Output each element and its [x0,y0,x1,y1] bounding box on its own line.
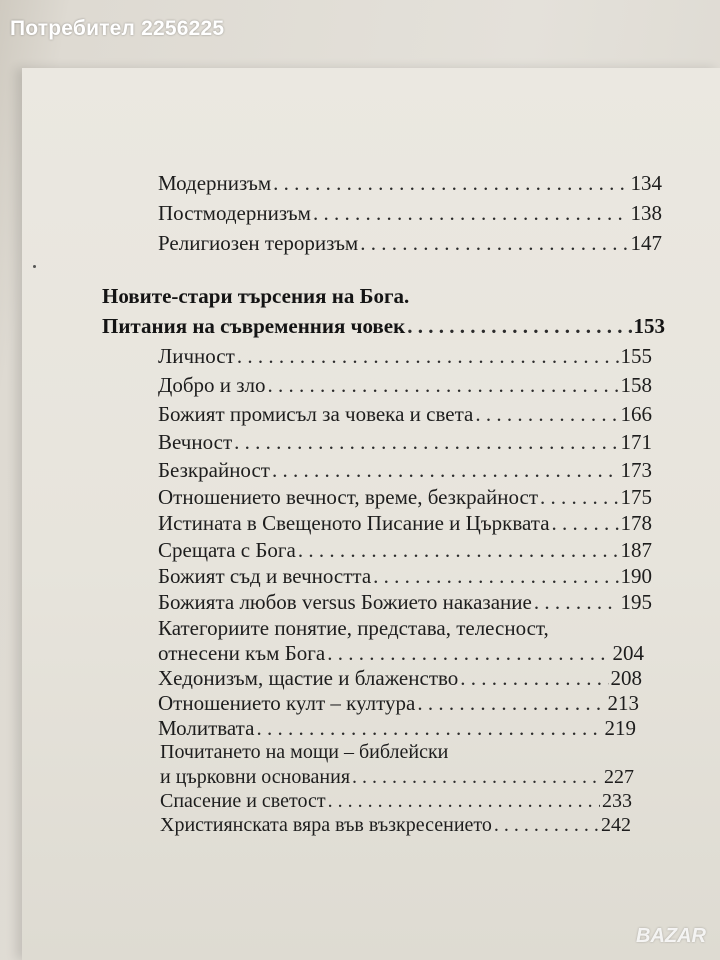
dot-leader [460,668,608,689]
toc-entry [158,460,652,481]
toc-entry-title: Божият промисъл за човека и света [158,402,474,426]
toc-entry-title: Божият съд и вечността [158,564,372,588]
toc-entry-title: Отношението култ – култура [158,691,416,715]
toc-entry-page: 166 [620,402,652,426]
toc-entry-page: 213 [607,691,639,715]
dot-leader [272,460,619,481]
section-heading: Новите-стари търсения на Бога. [102,284,410,308]
toc-entry-page: 190 [620,564,652,588]
toc-entry-page: 138 [630,201,662,225]
toc-entry-page: 175 [620,485,652,509]
dot-leader [373,566,618,587]
toc-entry [158,432,652,453]
toc-entry-page: 173 [620,458,652,482]
toc-entry [158,203,662,224]
toc-entry-title: Модернизъм [158,171,272,195]
toc-entry-title: Вечност [158,430,233,454]
toc-entry-page: 204 [612,641,644,665]
toc-entry-page: 227 [604,766,634,788]
toc-entry-title: Божията любов versus Божието наказание [158,590,532,614]
dot-leader [360,233,628,254]
toc-entry-page: 147 [630,231,662,255]
toc-entry-title-line1: Почитането на мощи – библейски [160,741,449,763]
dot-leader [237,346,619,367]
toc-entry [158,513,652,534]
dot-leader [475,404,618,425]
toc-entry [160,791,632,811]
toc-entry-page: 233 [602,790,632,812]
toc-entry [160,767,634,787]
toc-entry [158,346,652,367]
toc-entry [160,815,631,835]
toc-entry-title: Добро и зло [158,373,266,397]
dot-leader [313,203,629,224]
toc-entry-title: Постмодернизъм [158,201,311,225]
dot-leader [327,643,610,664]
section-heading-page: 153 [633,314,665,338]
toc-entry-title: отнесени към Бога [158,641,326,665]
toc-entry [158,592,652,613]
toc-entry-title: Истината в Свещеното Писание и Църквата [158,511,550,535]
toc-entry-title: Безкрайност [158,458,270,482]
toc-entry-title: Спасение и светост [160,790,326,812]
toc-entry [158,643,644,664]
toc-entry-page: 219 [604,716,636,740]
paper-speck [33,265,36,268]
toc-entry-page: 242 [601,814,631,836]
dot-leader [540,487,619,508]
toc-entry [158,404,652,425]
toc-entry [158,173,662,194]
toc-entry [158,718,636,739]
watermark-logo: BAZAR [636,925,706,947]
toc-entry [158,693,639,714]
toc-entry-title: Личност [158,344,235,368]
dot-leader [268,375,619,396]
toc-entry-page: 155 [620,344,652,368]
toc-entry-page: 158 [620,373,652,397]
dot-leader [328,791,600,811]
toc-entry [158,233,662,254]
dot-leader [552,513,619,534]
toc-entry-title: Срещата с Бога [158,538,296,562]
toc-entry-title-line1: Категориите понятие, представа, телесност, [158,616,549,640]
uploader-label: Потребител 2256225 [10,17,225,40]
toc-entry [158,487,652,508]
dot-leader [352,767,602,787]
toc-entry-page: 134 [630,171,662,195]
toc-entry-title: Хедонизъм, щастие и блаженство [158,666,459,690]
toc-entry-title: и църковни основания [160,766,351,788]
toc-entry-title: Християнската вяра във възкресението [160,814,492,836]
dot-leader [407,316,631,337]
toc-entry-page: 208 [610,666,642,690]
toc-entry-title: Религиозен тероризъм [158,231,359,255]
toc-entry-title: Молитвата [158,716,255,740]
toc-entry-page: 178 [620,511,652,535]
toc-entry [158,566,652,587]
toc-entry-page: 187 [620,538,652,562]
dot-leader [234,432,618,453]
dot-leader [256,718,602,739]
dot-leader [494,815,599,835]
toc-entry [158,375,652,396]
dot-leader [417,693,605,714]
toc-entry [158,668,642,689]
toc-entry-page: 195 [620,590,652,614]
dot-leader [298,540,619,561]
section-heading-title: Питания на съвременния човек [102,314,406,338]
dot-leader [534,592,619,613]
section-heading-entry [102,316,665,337]
toc-entry-page: 171 [620,430,652,454]
toc-entry [158,540,652,561]
toc-entry-title: Отношението вечност, време, безкрайност [158,485,538,509]
dot-leader [273,173,628,194]
